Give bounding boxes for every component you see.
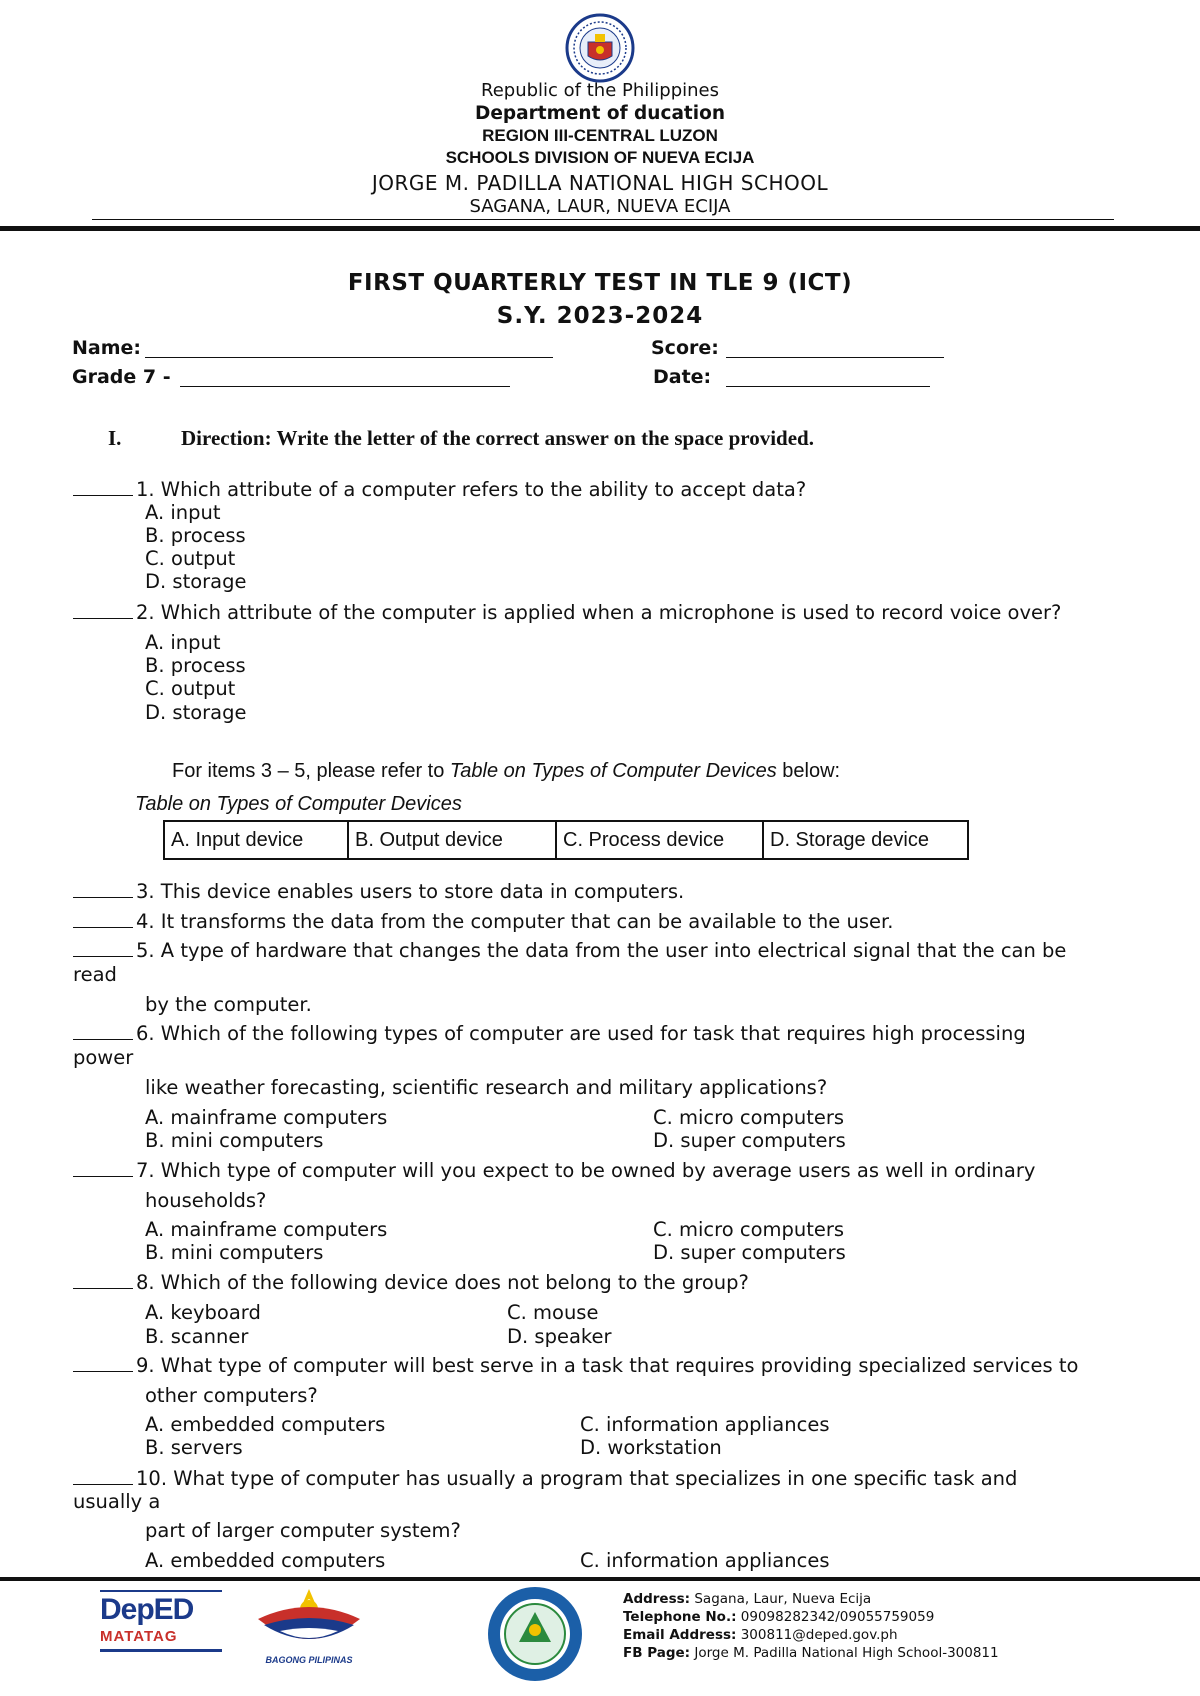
table-cell-process: C. Process device: [556, 821, 763, 859]
q2-option-c: C. output: [145, 677, 236, 700]
deped-seal-icon: [565, 12, 635, 84]
grade-label: Grade 7 -: [72, 366, 171, 388]
q5-wrap-1: read: [73, 963, 117, 986]
answer-blank-5[interactable]: [73, 940, 133, 957]
q10-wrap-1: usually a: [73, 1490, 161, 1513]
q10-option-a: A. embedded computers: [145, 1549, 386, 1572]
answer-blank-1[interactable]: [73, 479, 133, 496]
footer-fb-page: FB Page: Jorge M. Padilla National High School-300811: [623, 1645, 999, 1661]
q9-wrap-2: other computers?: [145, 1384, 318, 1407]
bagong-pilipinas-emblem-icon: [250, 1585, 368, 1651]
answer-blank-7[interactable]: [73, 1160, 133, 1177]
q6-option-d: D. super computers: [653, 1129, 846, 1152]
q1-option-d: D. storage: [145, 570, 247, 593]
question-8: 8. Which of the following device does not belong to the group?: [73, 1271, 749, 1294]
answer-blank-8[interactable]: [73, 1272, 133, 1289]
q7-option-d: D. super computers: [653, 1241, 846, 1264]
q10-option-c: C. information appliances: [580, 1549, 830, 1572]
deped-matatag-logo: [100, 1590, 222, 1652]
header-rule-thick: [0, 226, 1200, 231]
question-3: 3. This device enables users to store data in computers.: [73, 880, 684, 903]
school-address: SAGANA, LAUR, NUEVA ECIJA: [469, 196, 731, 217]
section-field[interactable]: [180, 386, 510, 387]
matatag-wordmark: MATATAG: [100, 1628, 178, 1645]
q1-option-c: C. output: [145, 547, 236, 570]
score-label: Score:: [651, 337, 719, 359]
q8-option-a: A. keyboard: [145, 1301, 261, 1324]
school-name: JORGE M. PADILLA NATIONAL HIGH SCHOOL: [371, 171, 829, 195]
q1-option-a: A. input: [145, 501, 221, 524]
q9-option-a: A. embedded computers: [145, 1413, 386, 1436]
q7-option-b: B. mini computers: [145, 1241, 324, 1264]
q1-option-b: B. process: [145, 524, 246, 547]
q2-option-d: D. storage: [145, 701, 247, 724]
q6-option-b: B. mini computers: [145, 1129, 324, 1152]
q6-option-a: A. mainframe computers: [145, 1106, 388, 1129]
division-line: SCHOOLS DIVISION OF NUEVA ECIJA: [445, 148, 755, 167]
question-5: 5. A type of hardware that changes the data from the user into electrical signal that the can be: [73, 939, 1066, 962]
q9-option-d: D. workstation: [580, 1436, 722, 1459]
answer-blank-10[interactable]: [73, 1468, 133, 1485]
table-cell-output: B. Output device: [348, 821, 556, 859]
answer-blank-2[interactable]: [73, 602, 133, 619]
q8-option-c: C. mouse: [507, 1301, 599, 1324]
q9-option-b: B. servers: [145, 1436, 243, 1459]
q7-option-a: A. mainframe computers: [145, 1218, 388, 1241]
footer-address: Address: Sagana, Laur, Nueva Ecija: [623, 1591, 872, 1607]
section-numeral: I.: [108, 426, 122, 450]
header-rule-thin: [92, 219, 1114, 220]
table-cell-storage: D. Storage device: [763, 821, 968, 859]
table-caption: Table on Types of Computer Devices: [135, 793, 462, 815]
department-line: Department of ducation: [474, 103, 725, 124]
q2-option-b: B. process: [145, 654, 246, 677]
answer-blank-9[interactable]: [73, 1355, 133, 1372]
q5-wrap-2: by the computer.: [145, 993, 312, 1016]
q9-option-c: C. information appliances: [580, 1413, 830, 1436]
q6-wrap-1: power: [73, 1046, 134, 1069]
question-9: 9. What type of computer will best serve in a task that requires providing specialized services to: [73, 1354, 1078, 1377]
region-line: REGION III-CENTRAL LUZON: [482, 126, 718, 145]
q7-wrap-2: households?: [145, 1189, 267, 1212]
deped-wordmark: DepED: [100, 1593, 194, 1626]
date-label: Date:: [653, 366, 712, 388]
q2-option-a: A. input: [145, 631, 221, 654]
answer-blank-3[interactable]: [73, 881, 133, 898]
school-seal-icon: [485, 1584, 585, 1684]
question-10: 10. What type of computer has usually a program that specializes in one specific task and: [73, 1467, 1017, 1490]
bagong-pilipinas-logo: [250, 1585, 368, 1665]
direction-text: Direction: Write the letter of the correct answer on the space provided.: [181, 426, 814, 450]
bagong-pilipinas-text: BAGONG PILIPINAS: [265, 1655, 353, 1665]
device-types-table: [163, 820, 969, 860]
footer-telephone: Telephone No.: 09098282342/09055759059: [623, 1609, 935, 1625]
q8-option-d: D. speaker: [507, 1325, 612, 1348]
question-2: 2. Which attribute of the computer is applied when a microphone is used to record voice over?: [73, 601, 1061, 624]
q6-wrap-2: like weather forecasting, scientific research and military applications?: [145, 1076, 828, 1099]
q7-option-c: C. micro computers: [653, 1218, 845, 1241]
q6-option-c: C. micro computers: [653, 1106, 845, 1129]
question-6: 6. Which of the following types of computer are used for task that requires high processing: [73, 1022, 1026, 1045]
question-7: 7. Which type of computer will you expect to be owned by average users as well in ordinary: [73, 1159, 1035, 1182]
q10-wrap-2: part of larger computer system?: [145, 1519, 461, 1542]
table-cell-input: A. Input device: [164, 821, 348, 859]
school-year: S.Y. 2023-2024: [496, 303, 704, 329]
republic-line: Republic of the Philippines: [481, 80, 719, 101]
name-field[interactable]: [145, 357, 553, 358]
score-field[interactable]: [726, 357, 944, 358]
question-1: 1. Which attribute of a computer refers to the ability to accept data?: [73, 478, 806, 501]
question-4: 4. It transforms the data from the computer that can be available to the user.: [73, 910, 893, 933]
answer-blank-4[interactable]: [73, 911, 133, 928]
footer-rule: [0, 1577, 1200, 1581]
footer-email: Email Address: 300811@deped.gov.ph: [623, 1627, 898, 1643]
date-field[interactable]: [726, 386, 930, 387]
answer-blank-6[interactable]: [73, 1023, 133, 1040]
test-title: FIRST QUARTERLY TEST IN TLE 9 (ICT): [347, 270, 853, 296]
reference-note: For items 3 – 5, please refer to Table on Types of Computer Devices below:: [172, 760, 841, 782]
name-label: Name:: [72, 337, 142, 359]
q8-option-b: B. scanner: [145, 1325, 249, 1348]
